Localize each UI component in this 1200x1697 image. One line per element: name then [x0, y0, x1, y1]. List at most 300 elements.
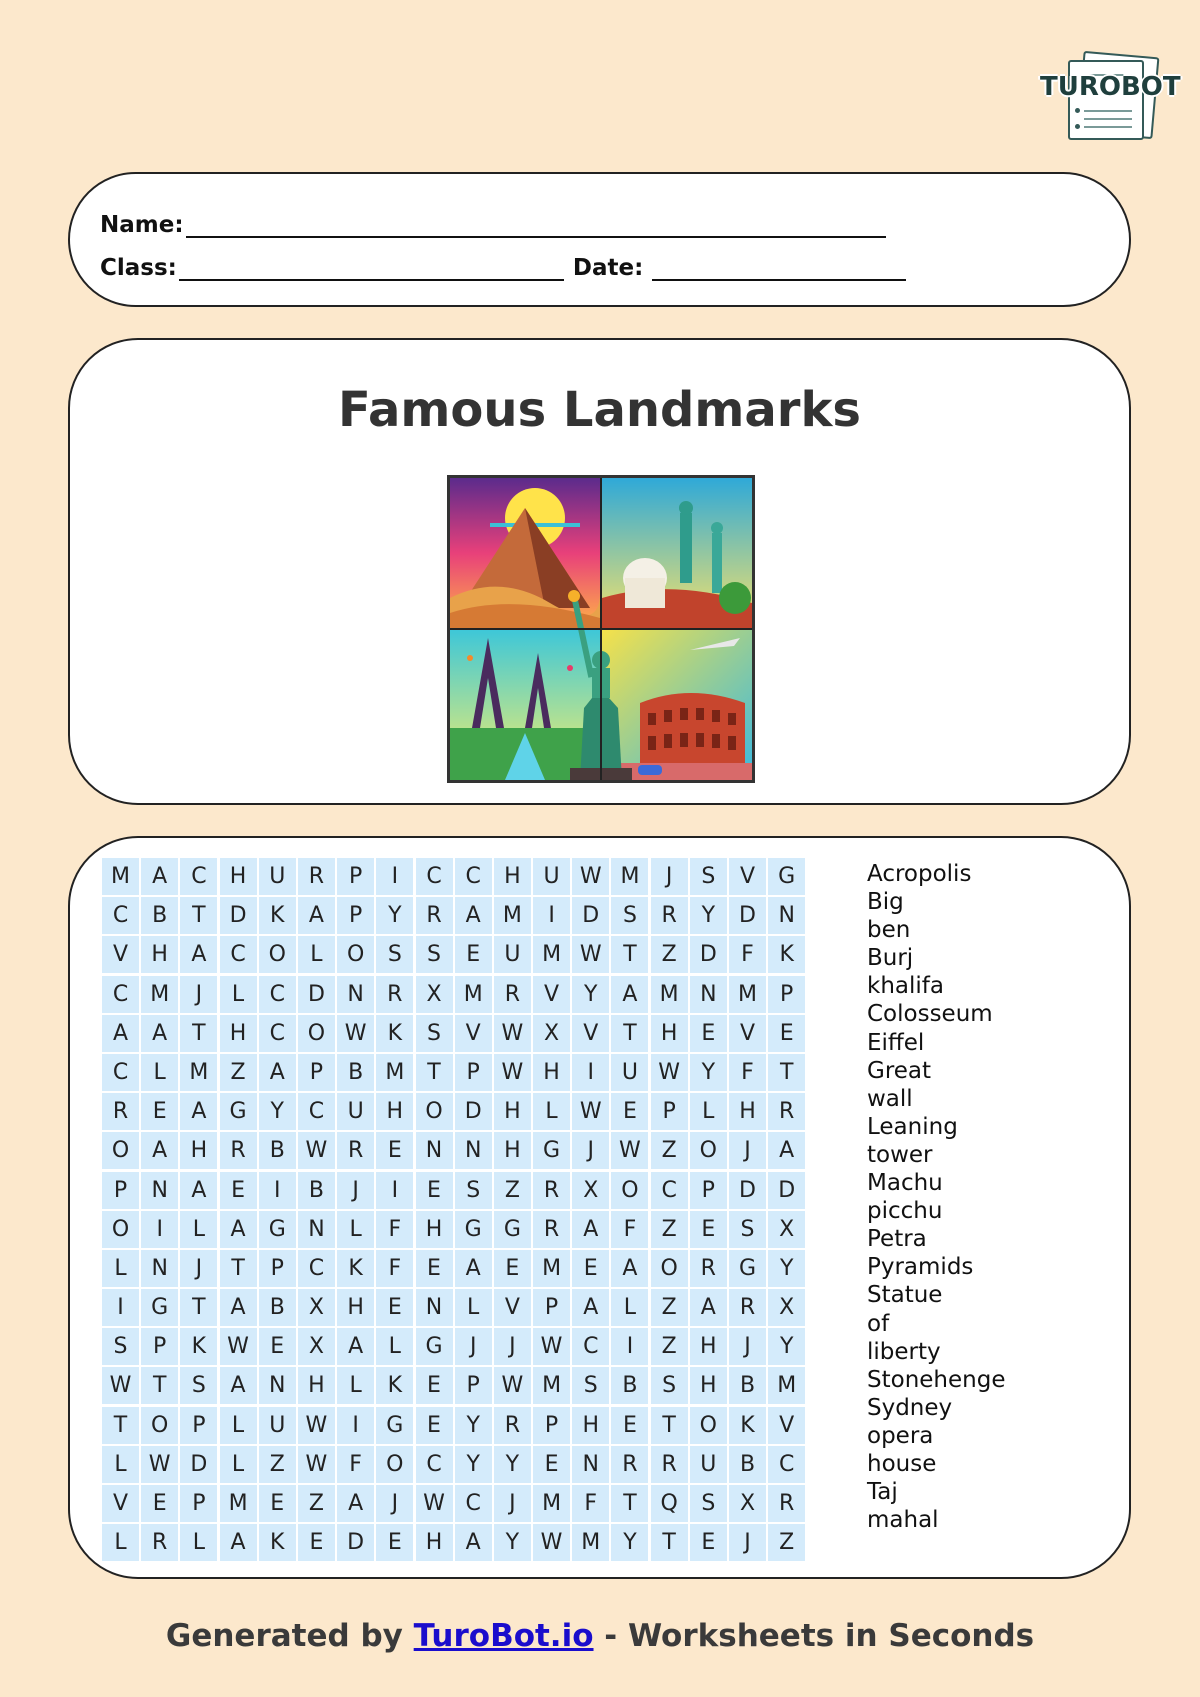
grid-cell[interactable]: W	[651, 1054, 688, 1091]
grid-cell[interactable]: R	[337, 1132, 374, 1169]
grid-cell[interactable]: G	[141, 1289, 178, 1326]
grid-cell[interactable]: L	[220, 976, 257, 1013]
grid-cell[interactable]: L	[180, 1524, 217, 1561]
grid-cell[interactable]: V	[768, 1407, 805, 1444]
date-field[interactable]	[652, 257, 906, 281]
grid-cell[interactable]: X	[572, 1172, 609, 1209]
grid-cell[interactable]: E	[376, 1132, 413, 1169]
grid-cell[interactable]: J	[494, 1485, 531, 1522]
grid-cell[interactable]: F	[376, 1211, 413, 1248]
grid-cell[interactable]: W	[337, 1015, 374, 1052]
grid-cell[interactable]: C	[102, 976, 139, 1013]
grid-cell[interactable]: A	[102, 1015, 139, 1052]
grid-cell[interactable]: T	[180, 897, 217, 934]
grid-cell[interactable]: H	[141, 936, 178, 973]
grid-cell[interactable]: W	[533, 1524, 570, 1561]
grid-cell[interactable]: Y	[690, 897, 727, 934]
grid-cell[interactable]: Y	[768, 1328, 805, 1365]
grid-cell[interactable]: M	[220, 1485, 257, 1522]
grid-cell[interactable]: M	[768, 1367, 805, 1404]
grid-cell[interactable]: M	[729, 976, 766, 1013]
grid-cell[interactable]: D	[220, 897, 257, 934]
grid-cell[interactable]: R	[298, 858, 335, 895]
grid-cell[interactable]: M	[494, 897, 531, 934]
grid-cell[interactable]: U	[337, 1093, 374, 1130]
grid-cell[interactable]: E	[376, 1524, 413, 1561]
grid-cell[interactable]: G	[220, 1093, 257, 1130]
grid-cell[interactable]: S	[611, 897, 648, 934]
grid-cell[interactable]: V	[455, 1015, 492, 1052]
grid-cell[interactable]: D	[337, 1524, 374, 1561]
grid-cell[interactable]: A	[220, 1524, 257, 1561]
grid-cell[interactable]: L	[298, 936, 335, 973]
grid-cell[interactable]: A	[180, 1172, 217, 1209]
grid-cell[interactable]: H	[416, 1211, 453, 1248]
grid-cell[interactable]: R	[729, 1289, 766, 1326]
grid-cell[interactable]: O	[337, 936, 374, 973]
grid-cell[interactable]: W	[416, 1485, 453, 1522]
grid-cell[interactable]: S	[455, 1172, 492, 1209]
grid-cell[interactable]: L	[180, 1211, 217, 1248]
grid-cell[interactable]: A	[572, 1289, 609, 1326]
grid-cell[interactable]: H	[690, 1328, 727, 1365]
grid-cell[interactable]: B	[337, 1054, 374, 1091]
grid-cell[interactable]: T	[768, 1054, 805, 1091]
grid-cell[interactable]: Y	[259, 1093, 296, 1130]
grid-cell[interactable]: T	[651, 1524, 688, 1561]
grid-cell[interactable]: I	[141, 1211, 178, 1248]
grid-cell[interactable]: R	[768, 1093, 805, 1130]
grid-cell[interactable]: E	[141, 1093, 178, 1130]
grid-cell[interactable]: D	[572, 897, 609, 934]
grid-cell[interactable]: X	[768, 1211, 805, 1248]
grid-cell[interactable]: A	[337, 1328, 374, 1365]
grid-cell[interactable]: K	[337, 1250, 374, 1287]
grid-cell[interactable]: D	[729, 1172, 766, 1209]
grid-cell[interactable]: E	[298, 1524, 335, 1561]
grid-cell[interactable]: T	[651, 1407, 688, 1444]
grid-cell[interactable]: G	[494, 1211, 531, 1248]
grid-cell[interactable]: Y	[611, 1524, 648, 1561]
grid-cell[interactable]: M	[180, 1054, 217, 1091]
grid-cell[interactable]: X	[729, 1485, 766, 1522]
grid-cell[interactable]: Y	[376, 897, 413, 934]
grid-cell[interactable]: C	[455, 858, 492, 895]
grid-cell[interactable]: W	[494, 1367, 531, 1404]
grid-cell[interactable]: Z	[651, 1328, 688, 1365]
grid-cell[interactable]: Y	[455, 1446, 492, 1483]
grid-cell[interactable]: X	[416, 976, 453, 1013]
grid-cell[interactable]: S	[690, 858, 727, 895]
grid-cell[interactable]: D	[298, 976, 335, 1013]
grid-cell[interactable]: F	[611, 1211, 648, 1248]
grid-cell[interactable]: W	[298, 1132, 335, 1169]
grid-cell[interactable]: O	[690, 1132, 727, 1169]
grid-cell[interactable]: H	[180, 1132, 217, 1169]
grid-cell[interactable]: P	[690, 1172, 727, 1209]
grid-cell[interactable]: L	[690, 1093, 727, 1130]
grid-cell[interactable]: M	[455, 976, 492, 1013]
grid-cell[interactable]: K	[768, 936, 805, 973]
grid-cell[interactable]: R	[611, 1446, 648, 1483]
grid-cell[interactable]: A	[259, 1054, 296, 1091]
class-field[interactable]	[179, 257, 564, 281]
grid-cell[interactable]: O	[651, 1250, 688, 1287]
grid-cell[interactable]: W	[494, 1054, 531, 1091]
grid-cell[interactable]: S	[572, 1367, 609, 1404]
grid-cell[interactable]: H	[729, 1093, 766, 1130]
grid-cell[interactable]: C	[651, 1172, 688, 1209]
grid-cell[interactable]: O	[611, 1172, 648, 1209]
grid-cell[interactable]: L	[141, 1054, 178, 1091]
grid-cell[interactable]: J	[494, 1328, 531, 1365]
grid-cell[interactable]: E	[611, 1093, 648, 1130]
grid-cell[interactable]: L	[102, 1446, 139, 1483]
grid-cell[interactable]: Z	[259, 1446, 296, 1483]
grid-cell[interactable]: P	[533, 1407, 570, 1444]
grid-cell[interactable]: P	[337, 858, 374, 895]
grid-cell[interactable]: V	[572, 1015, 609, 1052]
grid-cell[interactable]: F	[729, 1054, 766, 1091]
grid-cell[interactable]: R	[651, 897, 688, 934]
grid-cell[interactable]: G	[376, 1407, 413, 1444]
grid-cell[interactable]: N	[141, 1250, 178, 1287]
grid-cell[interactable]: E	[259, 1328, 296, 1365]
grid-cell[interactable]: S	[651, 1367, 688, 1404]
grid-cell[interactable]: Y	[494, 1446, 531, 1483]
grid-cell[interactable]: J	[729, 1524, 766, 1561]
grid-cell[interactable]: L	[376, 1328, 413, 1365]
grid-cell[interactable]: H	[651, 1015, 688, 1052]
grid-cell[interactable]: W	[102, 1367, 139, 1404]
grid-cell[interactable]: E	[572, 1250, 609, 1287]
grid-cell[interactable]: O	[416, 1093, 453, 1130]
grid-cell[interactable]: E	[416, 1407, 453, 1444]
grid-cell[interactable]: L	[337, 1367, 374, 1404]
grid-cell[interactable]: K	[259, 1524, 296, 1561]
grid-cell[interactable]: H	[376, 1093, 413, 1130]
grid-cell[interactable]: R	[690, 1250, 727, 1287]
grid-cell[interactable]: M	[533, 1367, 570, 1404]
grid-cell[interactable]: J	[337, 1172, 374, 1209]
grid-cell[interactable]: X	[533, 1015, 570, 1052]
grid-cell[interactable]: A	[572, 1211, 609, 1248]
grid-cell[interactable]: R	[416, 897, 453, 934]
grid-cell[interactable]: D	[180, 1446, 217, 1483]
grid-cell[interactable]: C	[298, 1250, 335, 1287]
grid-cell[interactable]: M	[376, 1054, 413, 1091]
grid-cell[interactable]: L	[611, 1289, 648, 1326]
name-field[interactable]	[186, 214, 886, 238]
grid-cell[interactable]: O	[102, 1132, 139, 1169]
grid-cell[interactable]: L	[220, 1446, 257, 1483]
grid-cell[interactable]: P	[337, 897, 374, 934]
grid-cell[interactable]: I	[337, 1407, 374, 1444]
grid-cell[interactable]: I	[611, 1328, 648, 1365]
grid-cell[interactable]: C	[180, 858, 217, 895]
grid-cell[interactable]: G	[533, 1132, 570, 1169]
grid-cell[interactable]: L	[220, 1407, 257, 1444]
grid-cell[interactable]: T	[611, 1015, 648, 1052]
grid-cell[interactable]: M	[533, 1485, 570, 1522]
grid-cell[interactable]: B	[729, 1367, 766, 1404]
grid-cell[interactable]: A	[455, 1250, 492, 1287]
grid-cell[interactable]: K	[729, 1407, 766, 1444]
grid-cell[interactable]: C	[416, 858, 453, 895]
turobot-link[interactable]: TuroBot.io	[413, 1618, 594, 1654]
grid-cell[interactable]: E	[416, 1172, 453, 1209]
grid-cell[interactable]: H	[494, 1093, 531, 1130]
grid-cell[interactable]: P	[455, 1367, 492, 1404]
grid-cell[interactable]: B	[141, 897, 178, 934]
grid-cell[interactable]: E	[259, 1485, 296, 1522]
grid-cell[interactable]: W	[533, 1328, 570, 1365]
grid-cell[interactable]: B	[298, 1172, 335, 1209]
grid-cell[interactable]: W	[572, 936, 609, 973]
grid-cell[interactable]: C	[768, 1446, 805, 1483]
grid-cell[interactable]: S	[376, 936, 413, 973]
grid-cell[interactable]: E	[416, 1250, 453, 1287]
grid-cell[interactable]: C	[102, 1054, 139, 1091]
grid-cell[interactable]: Z	[651, 1289, 688, 1326]
grid-cell[interactable]: Y	[572, 976, 609, 1013]
grid-cell[interactable]: C	[416, 1446, 453, 1483]
grid-cell[interactable]: J	[455, 1328, 492, 1365]
grid-cell[interactable]: P	[102, 1172, 139, 1209]
grid-cell[interactable]: U	[259, 858, 296, 895]
grid-cell[interactable]: I	[102, 1289, 139, 1326]
grid-cell[interactable]: D	[729, 897, 766, 934]
grid-cell[interactable]: R	[102, 1093, 139, 1130]
grid-cell[interactable]: H	[494, 1132, 531, 1169]
grid-cell[interactable]: W	[298, 1407, 335, 1444]
grid-cell[interactable]: N	[572, 1446, 609, 1483]
grid-cell[interactable]: V	[533, 976, 570, 1013]
grid-cell[interactable]: E	[455, 936, 492, 973]
grid-cell[interactable]: F	[337, 1446, 374, 1483]
grid-cell[interactable]: A	[611, 1250, 648, 1287]
grid-cell[interactable]: M	[651, 976, 688, 1013]
grid-cell[interactable]: Y	[768, 1250, 805, 1287]
grid-cell[interactable]: R	[220, 1132, 257, 1169]
grid-cell[interactable]: T	[416, 1054, 453, 1091]
grid-cell[interactable]: I	[572, 1054, 609, 1091]
grid-cell[interactable]: E	[690, 1015, 727, 1052]
grid-cell[interactable]: B	[259, 1132, 296, 1169]
grid-cell[interactable]: D	[690, 936, 727, 973]
grid-cell[interactable]: K	[376, 1015, 413, 1052]
grid-cell[interactable]: J	[376, 1485, 413, 1522]
grid-cell[interactable]: P	[651, 1093, 688, 1130]
grid-cell[interactable]: H	[494, 858, 531, 895]
grid-cell[interactable]: A	[611, 976, 648, 1013]
grid-cell[interactable]: S	[729, 1211, 766, 1248]
grid-cell[interactable]: J	[651, 858, 688, 895]
grid-cell[interactable]: H	[572, 1407, 609, 1444]
grid-cell[interactable]: R	[376, 976, 413, 1013]
grid-cell[interactable]: M	[102, 858, 139, 895]
grid-cell[interactable]: B	[259, 1289, 296, 1326]
grid-cell[interactable]: N	[259, 1367, 296, 1404]
grid-cell[interactable]: U	[494, 936, 531, 973]
grid-cell[interactable]: R	[494, 976, 531, 1013]
grid-cell[interactable]: G	[455, 1211, 492, 1248]
grid-cell[interactable]: A	[220, 1289, 257, 1326]
grid-cell[interactable]: E	[768, 1015, 805, 1052]
grid-cell[interactable]: O	[102, 1211, 139, 1248]
grid-cell[interactable]: A	[768, 1132, 805, 1169]
grid-cell[interactable]: G	[729, 1250, 766, 1287]
grid-cell[interactable]: E	[611, 1407, 648, 1444]
grid-cell[interactable]: A	[455, 1524, 492, 1561]
grid-cell[interactable]: F	[572, 1485, 609, 1522]
grid-cell[interactable]: H	[298, 1367, 335, 1404]
grid-cell[interactable]: W	[494, 1015, 531, 1052]
grid-cell[interactable]: T	[180, 1015, 217, 1052]
grid-cell[interactable]: X	[768, 1289, 805, 1326]
grid-cell[interactable]: H	[533, 1054, 570, 1091]
grid-cell[interactable]: C	[455, 1485, 492, 1522]
grid-cell[interactable]: V	[494, 1289, 531, 1326]
grid-cell[interactable]: T	[611, 1485, 648, 1522]
grid-cell[interactable]: U	[690, 1446, 727, 1483]
grid-cell[interactable]: S	[416, 1015, 453, 1052]
grid-cell[interactable]: C	[220, 936, 257, 973]
grid-cell[interactable]: I	[376, 1172, 413, 1209]
grid-cell[interactable]: O	[141, 1407, 178, 1444]
grid-cell[interactable]: Z	[768, 1524, 805, 1561]
grid-cell[interactable]: A	[180, 936, 217, 973]
grid-cell[interactable]: T	[180, 1289, 217, 1326]
grid-cell[interactable]: N	[416, 1132, 453, 1169]
grid-cell[interactable]: B	[611, 1367, 648, 1404]
grid-cell[interactable]: Z	[220, 1054, 257, 1091]
grid-cell[interactable]: A	[141, 1015, 178, 1052]
grid-cell[interactable]: C	[259, 976, 296, 1013]
grid-cell[interactable]: I	[259, 1172, 296, 1209]
grid-cell[interactable]: W	[220, 1328, 257, 1365]
grid-cell[interactable]: E	[220, 1172, 257, 1209]
grid-cell[interactable]: X	[298, 1289, 335, 1326]
grid-cell[interactable]: S	[180, 1367, 217, 1404]
grid-cell[interactable]: C	[572, 1328, 609, 1365]
grid-cell[interactable]: E	[494, 1250, 531, 1287]
grid-cell[interactable]: O	[259, 936, 296, 973]
grid-cell[interactable]: I	[533, 897, 570, 934]
grid-cell[interactable]: T	[102, 1407, 139, 1444]
grid-cell[interactable]: F	[376, 1250, 413, 1287]
grid-cell[interactable]: J	[180, 976, 217, 1013]
grid-cell[interactable]: T	[141, 1367, 178, 1404]
grid-cell[interactable]: O	[376, 1446, 413, 1483]
grid-cell[interactable]: A	[141, 1132, 178, 1169]
grid-cell[interactable]: V	[729, 1015, 766, 1052]
grid-cell[interactable]: C	[298, 1093, 335, 1130]
grid-cell[interactable]: W	[298, 1446, 335, 1483]
grid-cell[interactable]: W	[572, 1093, 609, 1130]
grid-cell[interactable]: A	[690, 1289, 727, 1326]
grid-cell[interactable]: Z	[494, 1172, 531, 1209]
grid-cell[interactable]: X	[298, 1328, 335, 1365]
grid-cell[interactable]: R	[141, 1524, 178, 1561]
grid-cell[interactable]: W	[141, 1446, 178, 1483]
grid-cell[interactable]: G	[259, 1211, 296, 1248]
grid-cell[interactable]: E	[416, 1367, 453, 1404]
grid-cell[interactable]: A	[220, 1211, 257, 1248]
grid-cell[interactable]: R	[533, 1172, 570, 1209]
grid-cell[interactable]: P	[768, 976, 805, 1013]
grid-cell[interactable]: Z	[651, 1132, 688, 1169]
grid-cell[interactable]: P	[533, 1289, 570, 1326]
grid-cell[interactable]: Y	[690, 1054, 727, 1091]
grid-cell[interactable]: R	[651, 1446, 688, 1483]
grid-cell[interactable]: M	[611, 858, 648, 895]
grid-cell[interactable]: A	[337, 1485, 374, 1522]
grid-cell[interactable]: D	[768, 1172, 805, 1209]
grid-cell[interactable]: N	[141, 1172, 178, 1209]
grid-cell[interactable]: J	[729, 1328, 766, 1365]
grid-cell[interactable]: H	[337, 1289, 374, 1326]
grid-cell[interactable]: J	[729, 1132, 766, 1169]
grid-cell[interactable]: K	[259, 897, 296, 934]
grid-cell[interactable]: R	[768, 1485, 805, 1522]
grid-cell[interactable]: J	[180, 1250, 217, 1287]
grid-cell[interactable]: G	[768, 858, 805, 895]
grid-cell[interactable]: U	[259, 1407, 296, 1444]
grid-cell[interactable]: N	[768, 897, 805, 934]
grid-cell[interactable]: J	[572, 1132, 609, 1169]
grid-cell[interactable]: A	[180, 1093, 217, 1130]
grid-cell[interactable]: H	[416, 1524, 453, 1561]
grid-cell[interactable]: S	[102, 1328, 139, 1365]
grid-cell[interactable]: K	[180, 1328, 217, 1365]
grid-cell[interactable]: V	[102, 1485, 139, 1522]
grid-cell[interactable]: L	[102, 1250, 139, 1287]
grid-cell[interactable]: H	[220, 1015, 257, 1052]
grid-cell[interactable]: U	[611, 1054, 648, 1091]
grid-cell[interactable]: N	[416, 1289, 453, 1326]
grid-cell[interactable]: U	[533, 858, 570, 895]
grid-cell[interactable]: A	[455, 897, 492, 934]
grid-cell[interactable]: S	[690, 1485, 727, 1522]
grid-cell[interactable]: L	[533, 1093, 570, 1130]
grid-cell[interactable]: Q	[651, 1485, 688, 1522]
grid-cell[interactable]: M	[533, 1250, 570, 1287]
grid-cell[interactable]: K	[376, 1367, 413, 1404]
grid-cell[interactable]: G	[416, 1328, 453, 1365]
grid-cell[interactable]: C	[259, 1015, 296, 1052]
grid-cell[interactable]: Z	[298, 1485, 335, 1522]
grid-cell[interactable]: O	[690, 1407, 727, 1444]
grid-cell[interactable]: L	[337, 1211, 374, 1248]
grid-cell[interactable]: D	[455, 1093, 492, 1130]
grid-cell[interactable]: E	[141, 1485, 178, 1522]
grid-cell[interactable]: T	[611, 936, 648, 973]
grid-cell[interactable]: Y	[494, 1524, 531, 1561]
grid-cell[interactable]: R	[533, 1211, 570, 1248]
grid-cell[interactable]: P	[141, 1328, 178, 1365]
grid-cell[interactable]: A	[141, 858, 178, 895]
grid-cell[interactable]: B	[729, 1446, 766, 1483]
grid-cell[interactable]: E	[690, 1211, 727, 1248]
grid-cell[interactable]: Y	[455, 1407, 492, 1444]
grid-cell[interactable]: A	[298, 897, 335, 934]
grid-cell[interactable]: P	[259, 1250, 296, 1287]
grid-cell[interactable]: Z	[651, 1211, 688, 1248]
grid-cell[interactable]: W	[611, 1132, 648, 1169]
grid-cell[interactable]: M	[533, 936, 570, 973]
grid-cell[interactable]: P	[180, 1485, 217, 1522]
